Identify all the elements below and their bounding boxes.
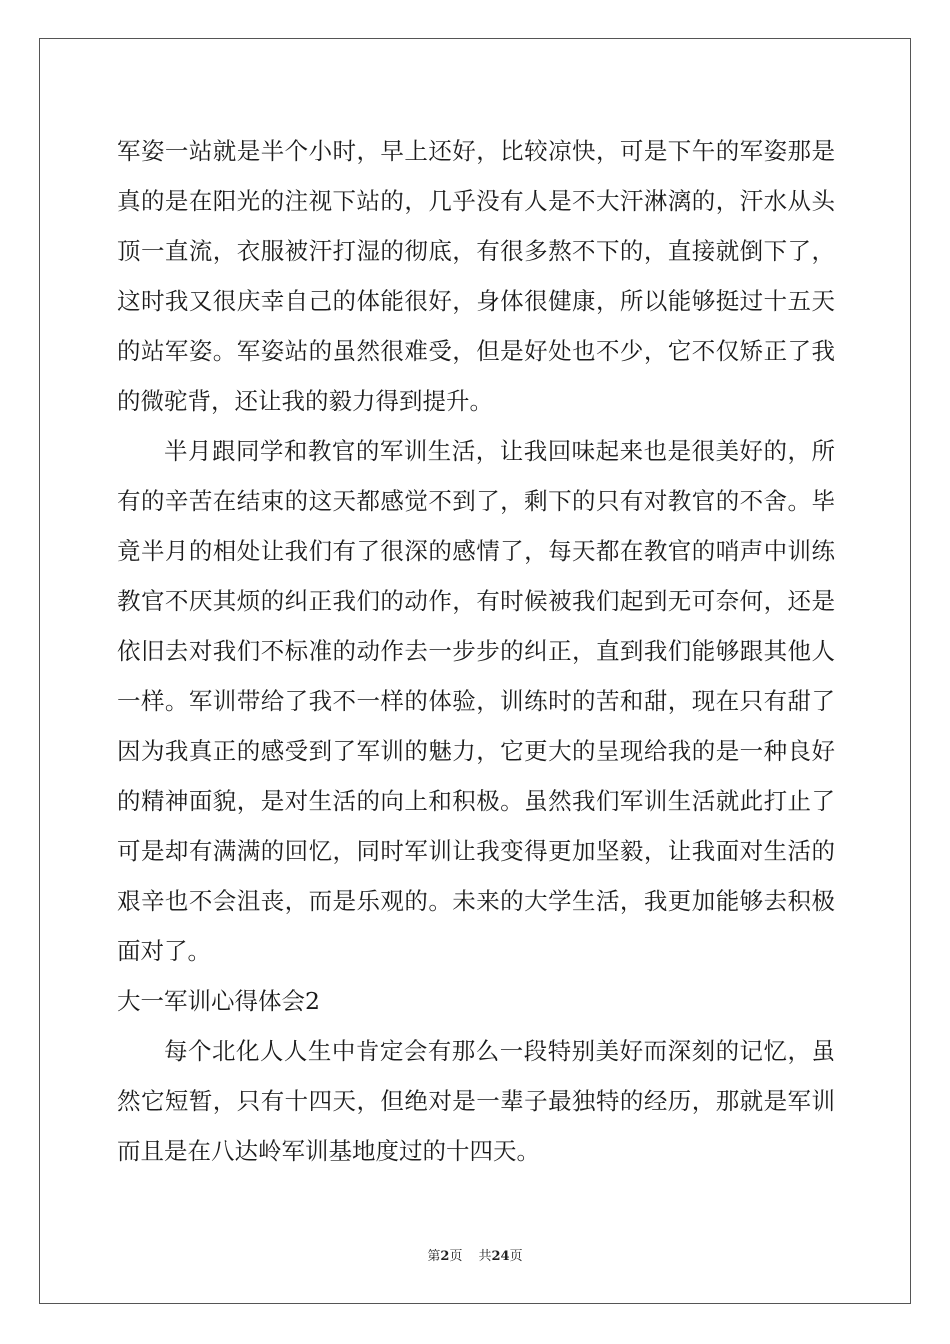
- text-line: 真的是在阳光的注视下站的，几乎没有人是不大汗淋漓的，汗水从头: [117, 187, 835, 215]
- text-line: 依旧去对我们不标准的动作去一步步的纠正，直到我们能够跟其他人: [117, 637, 835, 665]
- text-line: 这时我又很庆幸自己的体能很好，身体很健康，所以能够挺过十五天: [117, 287, 835, 315]
- text-line: 竟半月的相处让我们有了很深的感情了，每天都在教官的哨声中训练: [117, 537, 835, 565]
- page-number: 2: [440, 1249, 450, 1264]
- text-line: 军姿一站就是半个小时，早上还好，比较凉快，可是下午的军姿那是: [117, 137, 835, 165]
- text-line: 有的辛苦在结束的这天都感觉不到了，剩下的只有对教官的不舍。毕: [117, 487, 835, 515]
- text-line: 的精神面貌，是对生活的向上和积极。虽然我们军训生活就此打止了: [117, 787, 835, 815]
- text-line: 而且是在八达岭军训基地度过的十四天。: [117, 1137, 540, 1165]
- document-body: [117, 126, 835, 1176]
- text-line: 因为我真正的感受到了军训的魅力，它更大的呈现给我的是一种良好: [117, 737, 835, 765]
- text-line: 然它短暂，只有十四天，但绝对是一辈子最独特的经历，那就是军训: [117, 1087, 835, 1115]
- text-line: 顶一直流，衣服被汗打湿的彻底，有很多熬不下的，直接就倒下了，: [117, 237, 835, 265]
- paragraph-3: [117, 1026, 835, 1176]
- page-suffix: 页: [449, 1249, 463, 1264]
- text-line: 一样。军训带给了我不一样的体验，训练时的苦和甜，现在只有甜了: [117, 687, 835, 715]
- total-prefix: 共: [478, 1249, 492, 1264]
- text-line: 的站军姿。军姿站的虽然很难受，但是好处也不少，它不仅矫正了我: [117, 337, 835, 365]
- page-prefix: 第: [427, 1249, 441, 1264]
- text-line: 面对了。: [117, 937, 211, 965]
- paragraph-1: [117, 126, 835, 426]
- section-heading: 大一军训心得体会2: [117, 987, 320, 1015]
- text-line: 教官不厌其烦的纠正我们的动作，有时候被我们起到无可奈何，还是: [117, 587, 835, 615]
- paragraph-2: [117, 426, 835, 976]
- total-pages: 24: [491, 1249, 510, 1264]
- text-line: 半月跟同学和教官的军训生活，让我回味起来也是很美好的，所: [164, 437, 835, 465]
- page-footer: [0, 1245, 950, 1264]
- total-suffix: 页: [509, 1249, 523, 1264]
- text-line: 每个北化人人生中肯定会有那么一段特别美好而深刻的记忆，虽: [164, 1037, 835, 1065]
- text-line: 的微驼背，还让我的毅力得到提升。: [117, 387, 493, 415]
- text-line: 艰辛也不会沮丧，而是乐观的。未来的大学生活，我更加能够去积极: [117, 887, 835, 915]
- text-line: 可是却有满满的回忆，同时军训让我变得更加坚毅，让我面对生活的: [117, 837, 835, 865]
